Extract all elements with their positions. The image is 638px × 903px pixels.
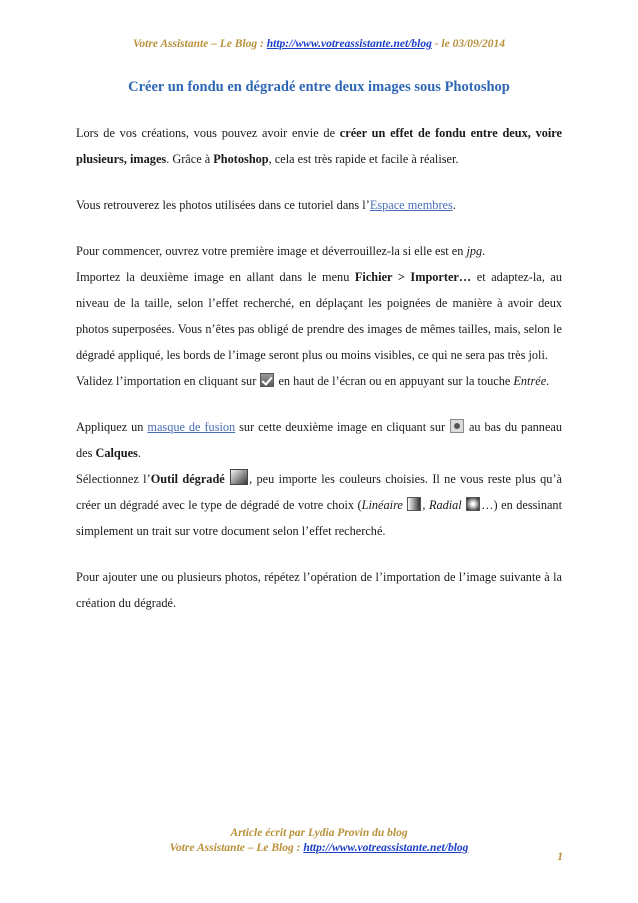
text: . bbox=[546, 374, 550, 388]
paragraph-import bbox=[76, 264, 562, 368]
text: Validez l’importation en cliquant sur bbox=[76, 374, 260, 388]
paragraph-start bbox=[76, 238, 562, 264]
footer-blog-prefix: Votre Assistante – Le Blog : bbox=[169, 842, 304, 854]
paragraph-gradient bbox=[76, 466, 562, 544]
text: . bbox=[482, 244, 486, 258]
footer-author: Article écrit par Lydia Provin du blog bbox=[230, 827, 408, 839]
italic-text: Linéaire bbox=[361, 498, 403, 512]
italic-text: jpg bbox=[466, 244, 483, 258]
gradient-tool-icon bbox=[230, 469, 248, 485]
text: Vous retrouverez les photos utilisées dans ce tutoriel dans l’ bbox=[76, 198, 370, 212]
page-number: 1 bbox=[557, 851, 563, 863]
text: Appliquez un bbox=[76, 420, 148, 434]
text: sur cette deuxième image en cliquant sur bbox=[235, 420, 450, 434]
text: et adaptez-la, au niveau de la taille, selon l’effet recherché, en déplaçant les poignées de manière à avoir deux photos superposées. Vous n’êtes pas obligé de prendre des images de mêmes tailles, mais, selon le dégradé appliqué, les bords de l’image seront plus ou moins visibles, ce qui ne sera pas très joli. bbox=[76, 270, 562, 362]
text: , cela est très rapide et facile à réaliser. bbox=[268, 152, 459, 166]
page-header bbox=[0, 38, 638, 50]
text: . bbox=[452, 198, 456, 212]
bold-text: Fichier > Importer… bbox=[354, 270, 472, 284]
text: …) en dessinant simplement un trait sur votre document selon l’effet recherché. bbox=[76, 498, 562, 538]
espace-membres-link[interactable]: Espace membres bbox=[369, 198, 453, 212]
paragraph-intro bbox=[76, 120, 562, 172]
checkmark-icon bbox=[260, 373, 274, 387]
bold-text: Photoshop bbox=[213, 152, 269, 166]
text: au bas du panneau des bbox=[76, 420, 563, 460]
text: Lors de vos créations, vous pouvez avoir envie de bbox=[76, 126, 340, 140]
bold-text: créer un effet de fondu entre deux, voire plusieurs, images bbox=[76, 126, 562, 166]
masque-de-fusion-link[interactable]: masque de fusion bbox=[147, 420, 236, 434]
bold-text: Outil dégradé bbox=[150, 472, 225, 486]
footer-blog bbox=[0, 841, 638, 856]
italic-text: Radial bbox=[428, 498, 462, 512]
text: Sélectionnez l’ bbox=[76, 472, 151, 486]
text: Importez la deuxième image en allant dans le menu bbox=[76, 270, 355, 284]
italic-text: Entrée bbox=[513, 374, 547, 388]
paragraph-photos bbox=[76, 192, 562, 218]
article-body bbox=[76, 120, 562, 616]
footer-blog-link[interactable]: http://www.votreassistante.net/blog bbox=[303, 842, 469, 854]
text: en haut de l’écran ou en appuyant sur la touche bbox=[275, 374, 514, 388]
header-prefix: Votre Assistante – Le Blog : bbox=[133, 38, 267, 50]
header-blog-link[interactable]: http://www.votreassistante.net/blog bbox=[266, 38, 432, 50]
paragraph-mask bbox=[76, 414, 562, 466]
text: , bbox=[422, 498, 429, 512]
text: . bbox=[137, 446, 141, 460]
text: , peu importe les couleurs choisies. Il ne vous reste plus qu’à créer un dégradé avec le type de dégradé de votre choix ( bbox=[76, 472, 563, 512]
radial-gradient-icon bbox=[466, 497, 480, 511]
header-date: - le 03/09/2014 bbox=[431, 38, 505, 50]
bold-text: Calques bbox=[95, 446, 138, 460]
article-title: Créer un fondu en dégradé entre deux images sous Photoshop bbox=[128, 79, 510, 95]
paragraph-validate bbox=[76, 368, 562, 394]
paragraph-repeat: Pour ajouter une ou plusieurs photos, répétez l’opération de l’importation de l’image suivante à la création du dégradé. bbox=[76, 570, 562, 610]
text: . Grâce à bbox=[166, 152, 214, 166]
page-footer bbox=[0, 826, 638, 856]
layer-mask-icon bbox=[450, 419, 464, 433]
text: Pour commencer, ouvrez votre première image et déverrouillez-la si elle est en bbox=[76, 244, 467, 258]
linear-gradient-icon bbox=[407, 497, 421, 511]
